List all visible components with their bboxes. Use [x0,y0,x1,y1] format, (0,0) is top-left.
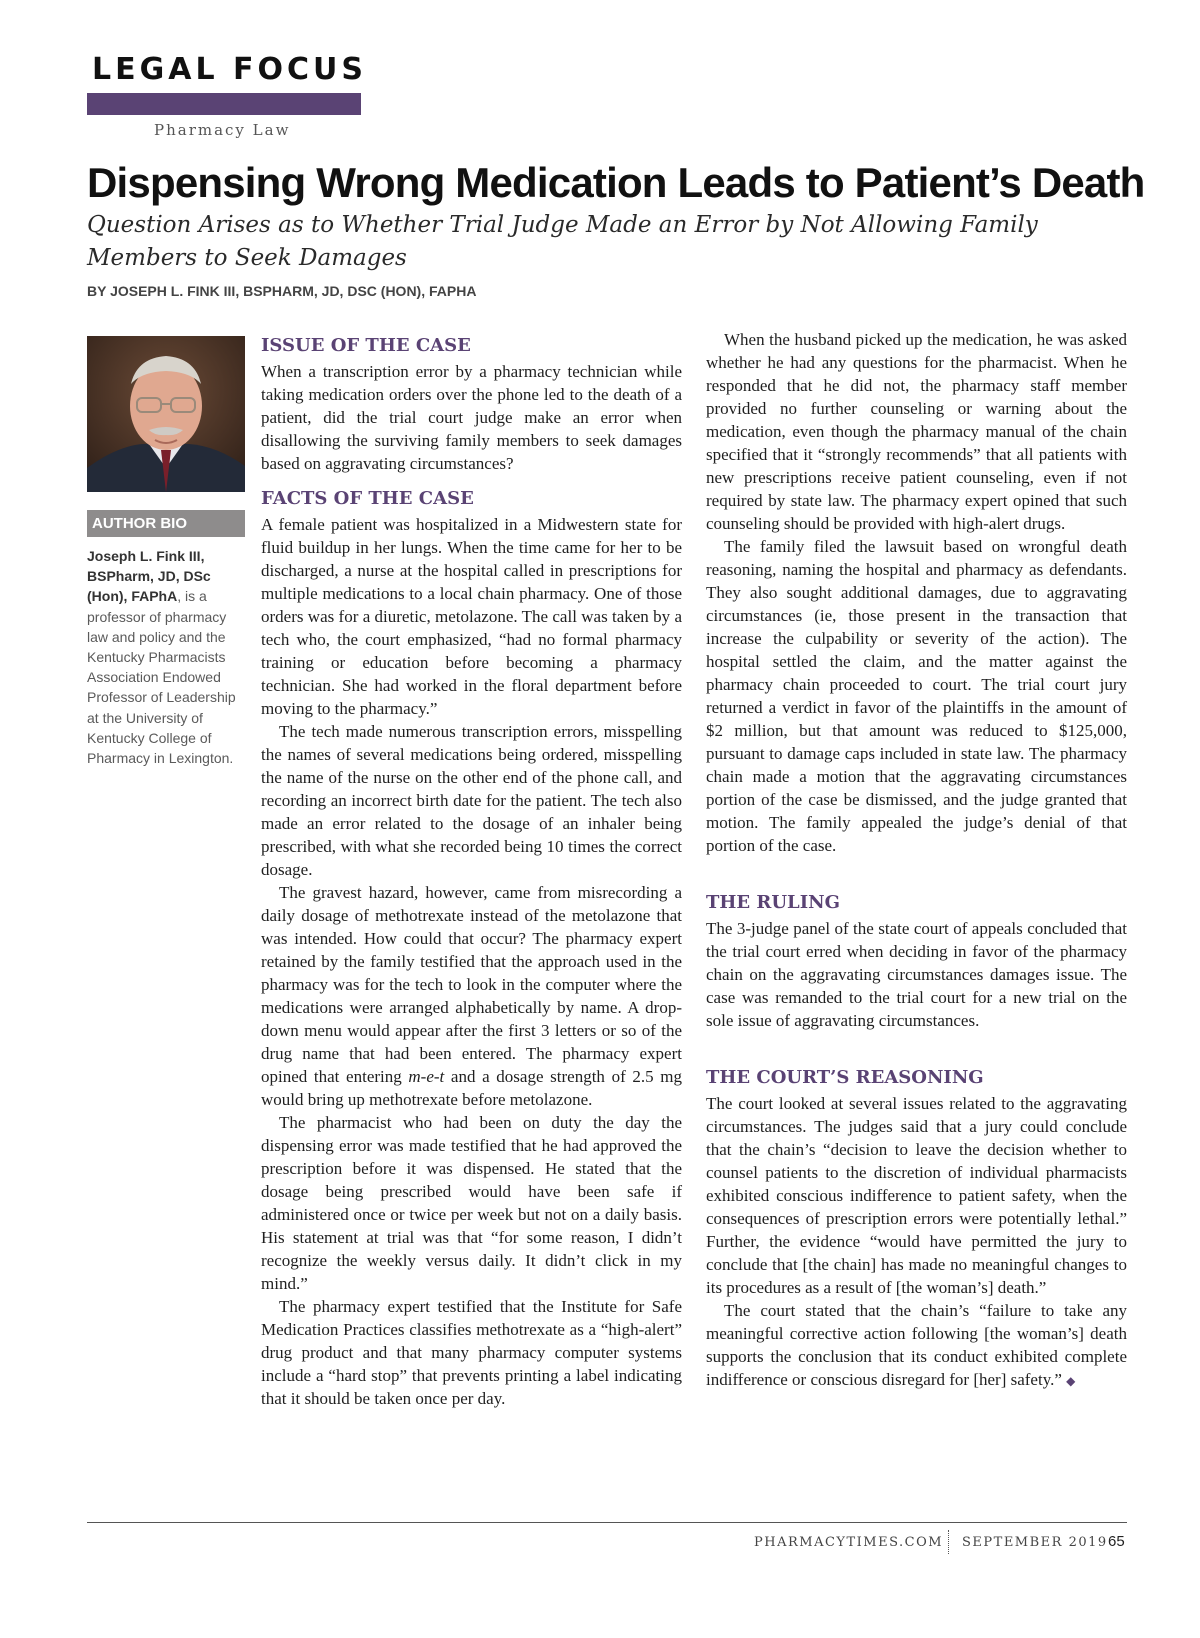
article-column-2 [706,328,1127,1393]
section-label: LEGAL FOCUS [92,52,367,87]
facts-paragraph-3 [261,881,682,1111]
ruling-paragraph: The 3-judge panel of the state court of appeals concluded that the trial court erred when deciding in favor of the pharmacy chain on the aggravating circumstances damages issue. The case was remanded to the trial court for a new trial on the sole issue of aggravating circumstances. [706,919,1127,1030]
article-headline: Dispensing Wrong Medication Leads to Patient’s Death [87,159,1145,206]
facts-paragraph-4: The pharmacist who had been on duty the day the dispensing error was made testified that he had approved the prescription before it was dispensed. He stated that the dosage being prescribed would have been safe if administered once or twice per week but not on a daily basis. His statement at trial was that “for some reason, I didn’t recognize the weekly versus daily. It didn’t click in my mind.” [261,1113,682,1293]
ruling-heading: THE RULING [706,892,840,913]
section-accent-bar [87,93,361,115]
facts-paragraph-1: A female patient was hospitalized in a Midwestern state for fluid buildup in her lungs. When the time came for her to be discharged, a nurse at the hospital called in prescriptions for multiple medications to a local chain pharmacy. One of those orders was for a diuretic, metolazone. The call was taken by a tech who, the court emphasized, “had no formal pharmacy training or education before becoming a pharmacy technician. She had worked in the floral department before moving to the pharmacy.” [261,515,682,718]
author-bio-heading: AUTHOR BIO [87,510,245,537]
reasoning-heading: THE COURT’S REASONING [706,1067,984,1088]
author-bio-name: Joseph L. Fink III, BSPharm, JD, DSc (Hon), FAPhA [87,548,211,605]
author-portrait-image [87,336,245,492]
footer-site: PHARMACYTIMES.COM [754,1535,944,1550]
article-deck: Question Arises as to Whether Trial Judge Made an Error by Not Allowing Family Members to Seek Damages [87,212,1038,271]
facts-paragraph-3-part-a: The gravest hazard, however, came from misrecording a daily dosage of methotrexate instead of the metolazone that was intended. How could that occur? The pharmacy expert retained by the family testified that the approach used in the pharmacy was for the tech to look in the computer where the medications were arranged alphabetically by name. A drop-down menu would appear after the first 3 letters or so of the drug name that had been entered. The pharmacy expert opined that entering [261,883,682,1086]
facts-paragraph-3-part-b: and a dosage strength of 2.5 mg would bring up methotrexate before metolazone. [261,1067,682,1109]
issue-paragraph: When a transcription error by a pharmacy technician while taking medication orders over the phone led to the death of a patient, did the trial court judge make an error when disallowing the surviving family members to seek damages based on aggravating circumstances? [261,362,682,473]
article-byline: BY JOSEPH L. FINK III, BSPHARM, JD, DSC (HON), FAPHA [87,283,477,299]
footer-date: SEPTEMBER 2019 [962,1535,1108,1550]
facts-heading: FACTS OF THE CASE [261,488,474,509]
article-column-1 [261,334,682,1410]
end-mark-icon: ◆ [1066,1374,1076,1388]
footer-divider [948,1530,949,1554]
page-number: 65 [1108,1533,1125,1550]
counseling-paragraph: When the husband picked up the medication, he was asked whether he had any questions for the pharmacist. When he responded that he did not, the pharmacy staff member provided no further counseling or warning about the medication, even though the pharmacy manual of the chain specified that it “strongly recommends” that all patients with new prescriptions receive patient counseling, even if not required by state law. The pharmacy expert opined that such counseling should be provided with high-alert drugs. [706,330,1127,533]
author-bio-description: , is a professor of pharmacy law and policy and the Kentucky Pharmacists Association Endowed Professor of Leadership at the University of Kentucky College of Pharmacy in Lexington. [87,588,236,767]
issue-heading: ISSUE OF THE CASE [261,335,471,356]
reasoning-paragraph-1: The court looked at several issues related to the aggravating circumstances. The judges said that a jury could conclude that the chain’s “decision to leave the decision whether to counsel patients to the discretion of individual pharmacists exhibited conscious indifference to patient safety, when the consequences of prescription errors were potentially lethal.” Further, the evidence “would have permitted the jury to conclude that [the chain] has made no meaningful changes to its procedures as a result of [the woman’s] death.” [706,1094,1127,1297]
facts-paragraph-3-emphasis: m-e-t [408,1067,445,1086]
reasoning-paragraph-2 [706,1299,1127,1393]
author-photo [87,336,245,492]
subsection-label: Pharmacy Law [154,121,291,139]
author-bio-text [87,546,247,768]
footer-rule [87,1522,1127,1523]
facts-paragraph-5: The pharmacy expert testified that the Institute for Safe Medication Practices classifies methotrexate as a “high-alert” drug product and that many pharmacy computer systems include a “hard stop” that prevents printing a label indicating that it should be taken once per day. [261,1297,682,1408]
reasoning-paragraph-2-text: The court stated that the chain’s “failure to take any meaningful corrective action following [the woman’s] death supports the conclusion that its conduct exhibited complete indifference or conscious disregard for [her] safety.” [706,1301,1127,1389]
facts-paragraph-2: The tech made numerous transcription errors, misspelling the names of several medications being ordered, misspelling the name of the nurse on the other end of the phone call, and recording an incorrect birth date for the patient. The tech also made an error related to the dosage of an inhaler being prescribed, with what she recorded being 10 times the correct dosage. [261,722,682,879]
lawsuit-paragraph: The family filed the lawsuit based on wrongful death reasoning, naming the hospital and pharmacy as defendants. They also sought additional damages, due to aggravating circumstances (ie, those present in the transaction that increase the culpability or severity of the action). The hospital settled the claim, and the matter against the pharmacy chain proceeded to court. The trial court jury returned a verdict in favor of the plaintiffs in the amount of $2 million, but that amount was reduced to $125,000, pursuant to damage caps included in state law. The pharmacy chain made a motion that the aggravating circumstances portion of the case be dismissed, and the judge granted that motion. The family appealed the judge’s denial of that portion of the case. [706,537,1127,855]
